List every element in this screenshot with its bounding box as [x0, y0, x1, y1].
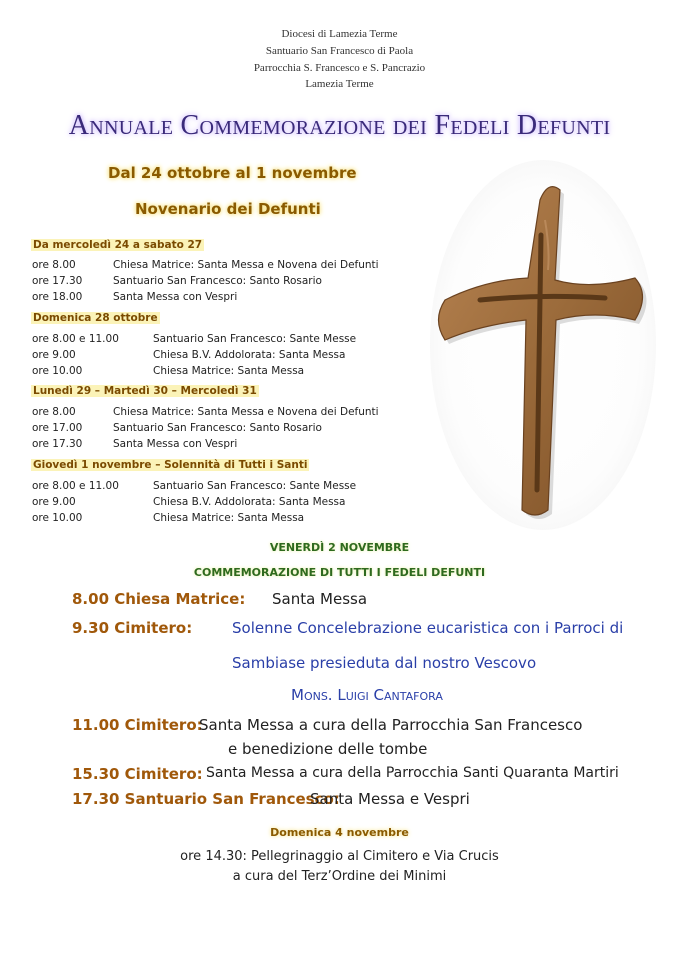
schedule-desc: Chiesa B.V. Addolorata: Santa Messa [153, 349, 346, 361]
schedule-time: ore 17.00 [32, 422, 83, 434]
nov4-heading: Domenica 4 novembre [270, 826, 409, 839]
schedule-desc: Santuario San Francesco: Sante Messe [153, 333, 357, 345]
event-time: 8.00 Chiesa Matrice: [72, 590, 246, 608]
event-desc: Santa Messa e Vespri [310, 790, 470, 808]
schedule-time: ore 17.30 [32, 275, 83, 287]
schedule-desc: Santuario San Francesco: Santo Rosario [113, 275, 322, 287]
page-title: Annuale Commemorazione dei Fedeli Defunti [68, 110, 611, 141]
event-desc: Santa Messa a cura della Parrocchia San Francesco [199, 716, 583, 734]
schedule-time: ore 10.00 [32, 512, 83, 524]
event-desc-cont: Sambiase presieduta dal nostro Vescovo [232, 654, 537, 672]
schedule-time: ore 8.00 [32, 406, 76, 418]
diocese-line: Diocesi di Lamezia Terme [281, 28, 398, 40]
bishop-name: Mons. Luigi Cantafora [291, 686, 443, 704]
parish-line: Parrocchia S. Francesco e S. Pancrazio [253, 62, 426, 74]
event-desc-cont: e benedizione delle tombe [228, 740, 428, 758]
date-range: Dal 24 ottobre al 1 novembre [108, 164, 357, 182]
schedule-desc: Chiesa B.V. Addolorata: Santa Messa [153, 496, 346, 508]
nov2-day: VENERDÌ 2 NOVEMBRE [269, 541, 410, 554]
schedule-desc: Chiesa Matrice: Santa Messa [153, 365, 305, 377]
event-time: 17.30 Santuario San Francesco: [72, 790, 340, 808]
city-line: Lamezia Terme [305, 78, 374, 90]
section-heading: Lunedì 29 – Martedì 30 – Mercoledì 31 [33, 385, 257, 397]
nov4-line: ore 14.30: Pellegrinaggio al Cimitero e Via Crucis [180, 849, 499, 864]
nov4-line: a cura del Terz’Ordine dei Minimi [232, 869, 447, 884]
schedule-desc: Chiesa Matrice: Santa Messa e Novena dei Defunti [113, 406, 379, 418]
event-desc: Santa Messa a cura della Parrocchia Santi Quaranta Martiri [206, 765, 619, 781]
event-desc: Santa Messa [272, 590, 368, 608]
nov2-title: COMMEMORAZIONE DI TUTTI I FEDELI DEFUNTI [193, 566, 486, 579]
schedule-desc: Chiesa Matrice: Santa Messa e Novena dei Defunti [113, 259, 379, 271]
schedule-time: ore 8.00 e 11.00 [32, 480, 119, 492]
schedule-time: ore 8.00 [32, 259, 76, 271]
schedule-time: ore 9.00 [32, 496, 76, 508]
event-time: 15.30 Cimitero: [72, 765, 203, 783]
section-heading: Giovedì 1 novembre – Solennità di Tutti i Santi [33, 459, 308, 471]
novenario-heading: Novenario dei Defunti [135, 200, 321, 218]
schedule-time: ore 18.00 [32, 291, 83, 303]
schedule-time: ore 17.30 [32, 438, 83, 450]
sanctuary-line: Santuario San Francesco di Paola [265, 45, 414, 57]
section-heading: Da mercoledì 24 a sabato 27 [33, 239, 203, 251]
event-desc: Solenne Concelebrazione eucaristica con i Parroci di [232, 619, 624, 637]
wooden-cross-icon [430, 160, 656, 530]
schedule-desc: Santuario San Francesco: Santo Rosario [113, 422, 322, 434]
schedule-desc: Santa Messa con Vespri [113, 291, 238, 303]
schedule-desc: Chiesa Matrice: Santa Messa [153, 512, 305, 524]
schedule-time: ore 8.00 e 11.00 [32, 333, 119, 345]
section-heading: Domenica 28 ottobre [33, 312, 158, 324]
schedule-desc: Santuario San Francesco: Sante Messe [153, 480, 357, 492]
schedule-time: ore 10.00 [32, 365, 83, 377]
schedule-time: ore 9.00 [32, 349, 76, 361]
event-time: 11.00 Cimitero: [72, 716, 203, 734]
schedule-desc: Santa Messa con Vespri [113, 438, 238, 450]
event-time: 9.30 Cimitero: [72, 619, 193, 637]
